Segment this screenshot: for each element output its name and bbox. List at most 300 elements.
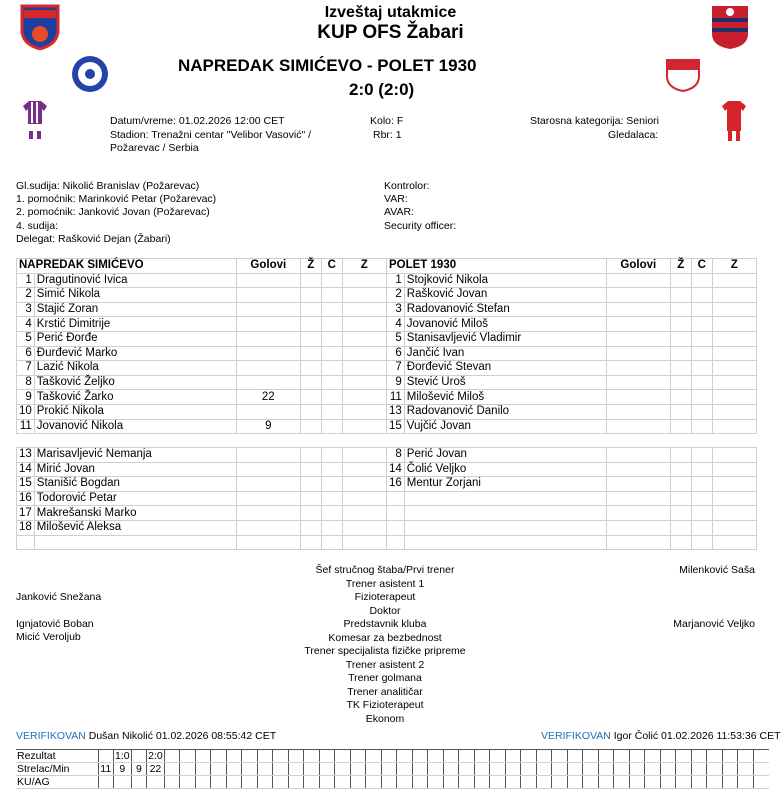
player-name: Stević Uroš (404, 375, 606, 390)
kuag-cell (412, 776, 428, 789)
stadium-line2: Požarevac / Serbia (110, 142, 199, 154)
player-number: 8 (387, 448, 405, 463)
strelac-cell: 9 (114, 763, 132, 776)
player-goals (236, 448, 300, 463)
var-official: VAR: (384, 193, 408, 205)
player-row (17, 448, 387, 463)
player-number: 3 (387, 302, 405, 317)
player-name: Stajić Zoran (34, 302, 236, 317)
strelac-cell (660, 763, 676, 776)
player-red (712, 477, 756, 492)
strelac-cell: 22 (147, 763, 165, 776)
player-yellow (300, 273, 321, 288)
home-team-name: NAPREDAK SIMIĆEVO (17, 259, 237, 274)
kuag-cell (350, 776, 366, 789)
staff-role: Predstavnik kluba (343, 618, 427, 630)
kuag-cell (567, 776, 583, 789)
strelac-cell (211, 763, 227, 776)
player-row (17, 331, 387, 346)
player-yellow (300, 506, 321, 521)
strelac-cell (490, 763, 506, 776)
player-red (342, 302, 386, 317)
player-goals (606, 375, 670, 390)
rezultat-cell (397, 750, 413, 763)
player-yellow (300, 404, 321, 419)
kuag-cell (505, 776, 521, 789)
player-number: 14 (387, 462, 405, 477)
kuag-cell (614, 776, 630, 789)
player-goals (606, 331, 670, 346)
player-yellow (670, 361, 691, 376)
player-row (387, 506, 757, 521)
player-c (321, 448, 342, 463)
player-red (342, 390, 386, 405)
rezultat-cell (195, 750, 211, 763)
player-c (691, 419, 712, 434)
player-yellow (670, 506, 691, 521)
staff-role: Ekonom (365, 712, 405, 725)
player-yellow (300, 331, 321, 346)
player-number: 10 (17, 404, 35, 419)
strelac-cell (722, 763, 738, 776)
kuag-cell (660, 776, 676, 789)
player-name: Dragutinović Ivica (34, 273, 236, 288)
player-name: Mentur Zorjani (404, 477, 606, 492)
strelac-cell (319, 763, 335, 776)
strelac-cell (567, 763, 583, 776)
player-goals (606, 419, 670, 434)
kuag-cell (195, 776, 211, 789)
player-goals: 9 (236, 419, 300, 434)
player-goals (236, 491, 300, 506)
player-c (691, 273, 712, 288)
away-team-name: POLET 1930 (387, 259, 607, 274)
kuag-cell (164, 776, 180, 789)
player-row (17, 477, 387, 492)
player-c (321, 390, 342, 405)
player-goals (236, 477, 300, 492)
player-row (17, 419, 387, 434)
player-c (321, 288, 342, 303)
home-starters-table (16, 258, 387, 434)
strelac-cell (521, 763, 537, 776)
player-c (321, 535, 342, 550)
kuag-cell (211, 776, 227, 789)
player-yellow (300, 535, 321, 550)
rezultat-cell (242, 750, 258, 763)
strelac-cell (474, 763, 490, 776)
rezultat-cell (443, 750, 459, 763)
player-row (387, 288, 757, 303)
player-goals (606, 346, 670, 361)
strelac-cell (381, 763, 397, 776)
player-row (387, 419, 757, 434)
player-red (712, 448, 756, 463)
player-c (691, 491, 712, 506)
player-name: Mirić Jovan (34, 462, 236, 477)
player-row (17, 491, 387, 506)
player-red (342, 419, 386, 434)
player-row (17, 302, 387, 317)
player-name: Prokić Nikola (34, 404, 236, 419)
player-number: 6 (387, 346, 405, 361)
player-number: 13 (387, 404, 405, 419)
strelac-cell (707, 763, 723, 776)
goals-header: Golovi (606, 259, 670, 274)
player-yellow (300, 361, 321, 376)
staff-role: Trener asistent 1 (345, 577, 425, 590)
player-number (387, 520, 405, 535)
kuag-cell (521, 776, 537, 789)
strelac-cell (412, 763, 428, 776)
kuag-cell (131, 776, 147, 789)
rezultat-cell (98, 750, 114, 763)
player-name (34, 535, 236, 550)
kuag-cell (335, 776, 351, 789)
kuag-cell (753, 776, 769, 789)
player-red (712, 331, 756, 346)
staff-role: Doktor (369, 604, 401, 617)
strelac-label: Strelac/Min (16, 763, 98, 776)
kuag-cell (459, 776, 475, 789)
player-number: 1 (387, 273, 405, 288)
rezultat-cell (598, 750, 614, 763)
player-row (17, 462, 387, 477)
player-row (17, 288, 387, 303)
strelac-cell (428, 763, 444, 776)
c-header: C (691, 259, 712, 274)
player-red (342, 288, 386, 303)
player-yellow (300, 448, 321, 463)
player-yellow (300, 419, 321, 434)
player-row (387, 317, 757, 332)
player-c (691, 535, 712, 550)
kuag-cell (366, 776, 382, 789)
player-goals (606, 302, 670, 317)
rezultat-cell (164, 750, 180, 763)
fourth-official: 4. sudija: (16, 220, 59, 232)
rezultat-cell (660, 750, 676, 763)
player-goals: 22 (236, 390, 300, 405)
player-yellow (670, 404, 691, 419)
rezultat-cell (645, 750, 661, 763)
player-goals (236, 506, 300, 521)
player-number (17, 535, 35, 550)
player-c (321, 331, 342, 346)
player-name: Todorović Petar (34, 491, 236, 506)
home-club-rep: Ignjatović Boban (16, 618, 94, 630)
home-club-logo-icon (71, 55, 109, 93)
player-c (321, 361, 342, 376)
player-c (691, 346, 712, 361)
rezultat-cell (490, 750, 506, 763)
player-goals (236, 404, 300, 419)
kuag-cell (304, 776, 320, 789)
player-number: 2 (387, 288, 405, 303)
rezultat-cell (273, 750, 289, 763)
player-yellow (300, 390, 321, 405)
player-c (691, 361, 712, 376)
player-goals (606, 477, 670, 492)
player-goals (606, 520, 670, 535)
controller: Kontrolor: (384, 180, 430, 192)
kuag-cell (676, 776, 692, 789)
player-row (17, 361, 387, 376)
rezultat-cell (459, 750, 475, 763)
player-name: Rašković Jovan (404, 288, 606, 303)
kuag-cell (443, 776, 459, 789)
age-category: Starosna kategorija: Seniori (530, 115, 659, 127)
player-name: Đorđević Stevan (404, 361, 606, 376)
strelac-cell (226, 763, 242, 776)
player-row (387, 273, 757, 288)
player-red (712, 404, 756, 419)
red-header: Z (712, 259, 756, 274)
player-red (712, 491, 756, 506)
strelac-cell (366, 763, 382, 776)
player-name: Krstić Dimitrije (34, 317, 236, 332)
home-physio: Janković Snežana (16, 591, 102, 603)
rezultat-cell (319, 750, 335, 763)
player-row (387, 346, 757, 361)
kuag-cell (180, 776, 196, 789)
kuag-cell (552, 776, 568, 789)
competition-title: KUP OFS Žabari (317, 22, 464, 43)
kuag-cell (397, 776, 413, 789)
player-yellow (670, 302, 691, 317)
player-name: Jančić Ivan (404, 346, 606, 361)
player-yellow (670, 390, 691, 405)
player-goals (606, 361, 670, 376)
verified-label: VERIFIKOVAN (16, 730, 86, 742)
player-yellow (670, 317, 691, 332)
goals-header: Golovi (236, 259, 300, 274)
player-name (404, 506, 606, 521)
rezultat-cell (350, 750, 366, 763)
player-red (342, 448, 386, 463)
player-number: 11 (387, 390, 405, 405)
player-name: Perić Đorđe (34, 331, 236, 346)
player-number: 1 (17, 273, 35, 288)
rezultat-cell (552, 750, 568, 763)
player-red (342, 317, 386, 332)
staff-role: Komesar za bezbednost (328, 631, 442, 644)
kuag-cell (257, 776, 273, 789)
player-red (342, 331, 386, 346)
rezultat-cell (257, 750, 273, 763)
player-row (387, 491, 757, 506)
player-c (691, 288, 712, 303)
player-yellow (300, 288, 321, 303)
away-club-logo-icon (665, 58, 701, 92)
player-number: 7 (17, 361, 35, 376)
player-c (321, 477, 342, 492)
player-yellow (300, 491, 321, 506)
player-goals (606, 288, 670, 303)
player-yellow (670, 491, 691, 506)
player-yellow (670, 520, 691, 535)
staff-role: Šef stručnog štaba/Prvi trener (315, 564, 455, 576)
rezultat-cell: 1:0 (115, 750, 130, 762)
strelac-cell (583, 763, 599, 776)
rezultat-cell (629, 750, 645, 763)
player-goals (606, 390, 670, 405)
summary-table (16, 749, 769, 789)
home-verification-text: Dušan Nikolić 01.02.2026 08:55:42 CET (88, 730, 277, 742)
staff-role: Trener golmana (348, 672, 422, 684)
strelac-cell (598, 763, 614, 776)
player-number: 17 (17, 506, 35, 521)
player-name: Đurđević Marko (34, 346, 236, 361)
rezultat-cell (211, 750, 227, 763)
delegate: Delegat: Rašković Dejan (Žabari) (16, 233, 171, 245)
player-row (17, 273, 387, 288)
kuag-cell (242, 776, 258, 789)
player-red (342, 462, 386, 477)
kuag-cell (707, 776, 723, 789)
player-row (17, 375, 387, 390)
player-row (387, 390, 757, 405)
match-round: Kolo: F (370, 115, 404, 127)
away-verification (541, 730, 781, 742)
strelac-cell (552, 763, 568, 776)
kuag-cell (490, 776, 506, 789)
player-goals (236, 317, 300, 332)
strelac-cell (257, 763, 273, 776)
kuag-cell (645, 776, 661, 789)
player-name: Tašković Žarko (34, 390, 236, 405)
player-red (342, 477, 386, 492)
away-verification-text: Igor Čolić 01.02.2026 11:53:36 CET (613, 730, 781, 742)
rezultat-cell (707, 750, 723, 763)
player-row (387, 361, 757, 376)
player-yellow (670, 331, 691, 346)
player-red (712, 361, 756, 376)
player-goals (606, 462, 670, 477)
rezultat-cell: 2:0 (148, 750, 163, 762)
away-head-coach: Milenković Saša (679, 564, 755, 576)
player-yellow (300, 375, 321, 390)
player-c (321, 346, 342, 361)
player-number: 4 (387, 317, 405, 332)
player-row (387, 535, 757, 550)
rezultat-cell (536, 750, 552, 763)
player-name: Milošević Aleksa (34, 520, 236, 535)
player-number: 16 (387, 477, 405, 492)
strelac-cell (288, 763, 304, 776)
player-red (342, 361, 386, 376)
player-yellow (670, 448, 691, 463)
home-kit-icon (22, 100, 48, 140)
match-rbr: Rbr: 1 (373, 129, 402, 141)
player-number: 2 (17, 288, 35, 303)
strelac-cell (164, 763, 180, 776)
player-name: Radovanović Danilo (404, 404, 606, 419)
player-c (321, 520, 342, 535)
rezultat-cell (381, 750, 397, 763)
player-number: 6 (17, 346, 35, 361)
rezultat-cell (428, 750, 444, 763)
player-goals (606, 448, 670, 463)
player-row (387, 477, 757, 492)
player-goals (236, 288, 300, 303)
kuag-cell (691, 776, 707, 789)
strelac-cell (738, 763, 754, 776)
player-goals (236, 361, 300, 376)
player-c (691, 375, 712, 390)
kuag-cell (738, 776, 754, 789)
player-yellow (670, 375, 691, 390)
strelac-cell (753, 763, 769, 776)
kuag-cell (114, 776, 132, 789)
rezultat-cell (226, 750, 242, 763)
home-verification (16, 730, 276, 742)
player-number: 5 (17, 331, 35, 346)
player-name: Makrešanski Marko (34, 506, 236, 521)
player-row (387, 448, 757, 463)
player-number: 9 (387, 375, 405, 390)
player-yellow (670, 419, 691, 434)
player-c (691, 448, 712, 463)
strelac-cell (536, 763, 552, 776)
player-red (712, 520, 756, 535)
rezultat-cell (304, 750, 320, 763)
player-goals (236, 302, 300, 317)
player-red (342, 535, 386, 550)
strelac-cell (676, 763, 692, 776)
player-c (691, 404, 712, 419)
player-name: Jovanović Nikola (34, 419, 236, 434)
rezultat-cell (691, 750, 707, 763)
kuag-cell (722, 776, 738, 789)
player-yellow (300, 317, 321, 332)
kuag-cell (288, 776, 304, 789)
player-row (17, 317, 387, 332)
strelac-cell (335, 763, 351, 776)
player-red (342, 375, 386, 390)
player-red (342, 273, 386, 288)
player-yellow (300, 462, 321, 477)
player-row (387, 331, 757, 346)
staff-role: Trener asistent 2 (345, 658, 425, 671)
main-referee: Gl.sudija: Nikolić Branislav (Požarevac) (16, 180, 200, 192)
player-number: 8 (17, 375, 35, 390)
player-c (321, 375, 342, 390)
player-name (404, 491, 606, 506)
yellow-header: Ž (670, 259, 691, 274)
away-club-rep: Marjanović Veljko (673, 618, 755, 630)
rezultat-cell (335, 750, 351, 763)
player-number (387, 535, 405, 550)
kuag-cell (583, 776, 599, 789)
strelac-cell (304, 763, 320, 776)
player-goals (236, 273, 300, 288)
player-row (17, 346, 387, 361)
player-yellow (670, 346, 691, 361)
player-number: 9 (17, 390, 35, 405)
rezultat-cell (738, 750, 754, 763)
player-number: 3 (17, 302, 35, 317)
player-goals (606, 491, 670, 506)
association-logo-icon (710, 4, 750, 50)
kuag-cell (629, 776, 645, 789)
player-c (691, 477, 712, 492)
player-row (17, 520, 387, 535)
strelac-cell (691, 763, 707, 776)
match-title: NAPREDAK SIMIĆEVO - POLET 1930 (178, 56, 477, 75)
home-subs-table (16, 447, 387, 550)
verified-label: VERIFIKOVAN (541, 730, 611, 742)
